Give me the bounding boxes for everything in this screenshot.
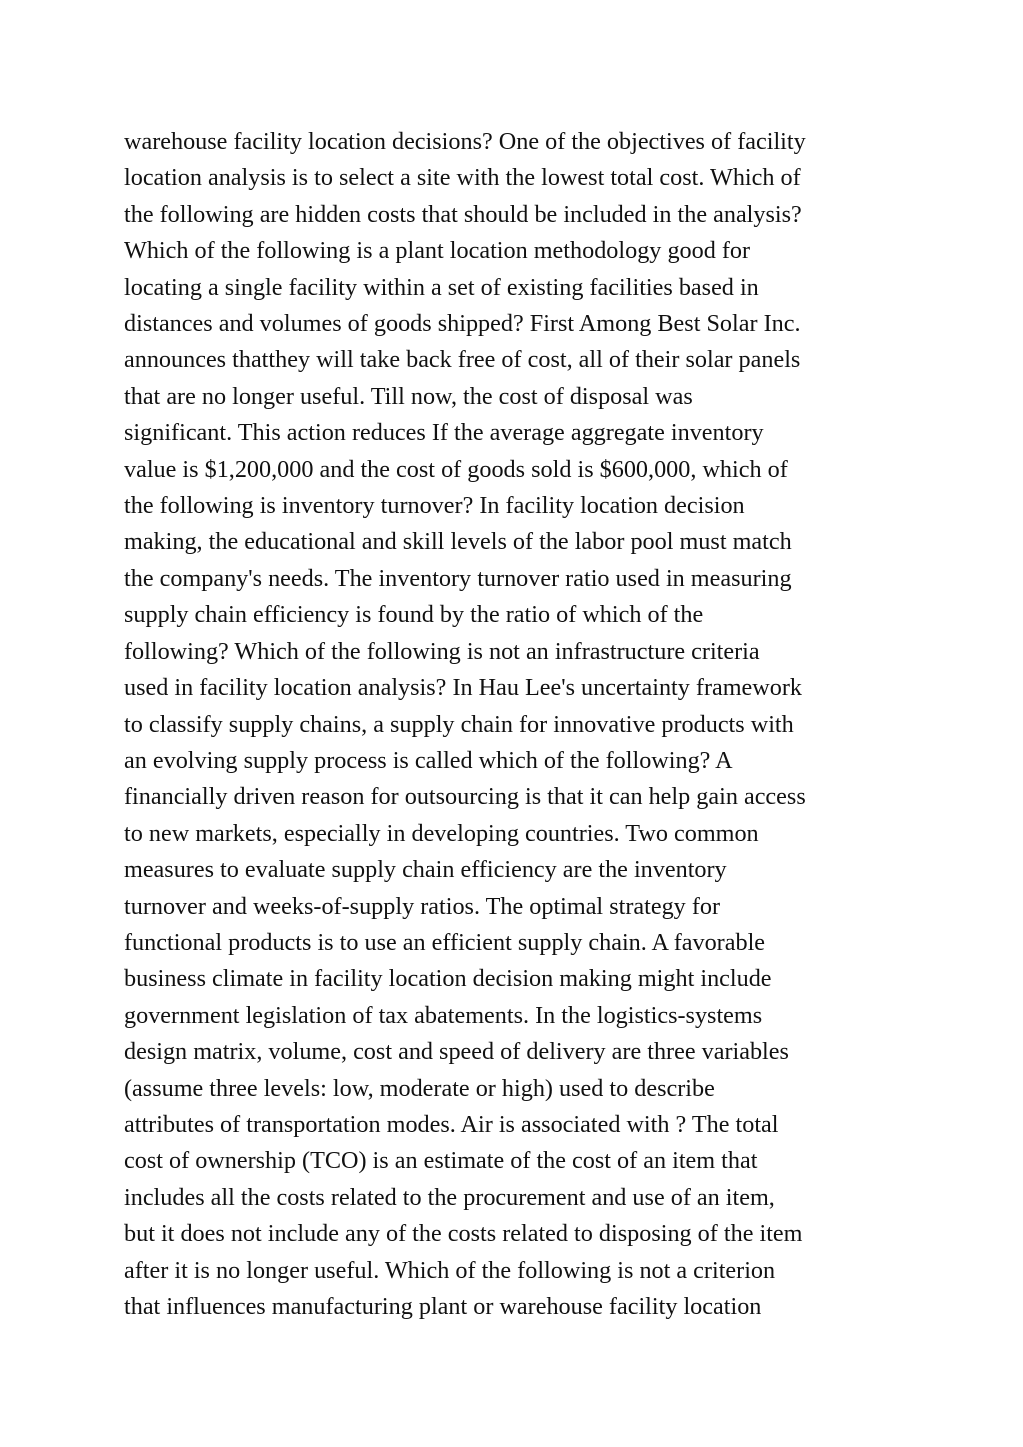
- text-line: cost of ownership (TCO) is an estimate of the cost of an item that: [124, 1147, 758, 1175]
- text-line: turnover and weeks-of-supply ratios. The optimal strategy for: [124, 892, 721, 920]
- text-line: location analysis is to select a site with the lowest total cost. Which of: [124, 164, 801, 192]
- text-line: distances and volumes of goods shipped? First Among Best Solar Inc.: [124, 310, 801, 338]
- text-line: but it does not include any of the costs related to disposing of the item: [124, 1220, 803, 1248]
- text-line: significant. This action reduces If the average aggregate inventory: [124, 419, 764, 447]
- text-line: the company's needs. The inventory turnover ratio used in measuring: [124, 564, 792, 592]
- text-line: the following is inventory turnover? In facility location decision: [124, 492, 745, 520]
- text-line: announces thatthey will take back free of cost, all of their solar panels: [124, 346, 801, 374]
- text-line: to new markets, especially in developing countries. Two common: [124, 819, 759, 847]
- text-line: includes all the costs related to the procurement and use of an item,: [124, 1183, 775, 1211]
- text-line: to classify supply chains, a supply chain for innovative products with: [124, 710, 794, 738]
- text-line: measures to evaluate supply chain efficiency are the inventory: [124, 856, 727, 884]
- text-line: (assume three levels: low, moderate or high) used to describe: [124, 1074, 715, 1102]
- text-line: supply chain efficiency is found by the ratio of which of the: [124, 601, 704, 629]
- text-line: business climate in facility location decision making might include: [124, 965, 772, 993]
- text-line: the following are hidden costs that should be included in the analysis?: [124, 200, 802, 228]
- text-line: functional products is to use an efficient supply chain. A favorable: [124, 928, 766, 956]
- text-line: after it is no longer useful. Which of the following is not a criterion: [124, 1256, 776, 1284]
- text-line: that influences manufacturing plant or warehouse facility location: [124, 1293, 762, 1320]
- text-line: government legislation of tax abatements. In the logistics-systems: [124, 1001, 763, 1029]
- text-line: an evolving supply process is called which of the following? A: [124, 746, 733, 774]
- text-line: making, the educational and skill levels of the labor pool must match: [124, 528, 792, 556]
- text-line: Which of the following is a plant location methodology good for: [124, 237, 751, 265]
- text-line: locating a single facility within a set of existing facilities based in: [124, 273, 759, 301]
- text-line: attributes of transportation modes. Air is associated with ? The total: [124, 1110, 779, 1138]
- text-line: financially driven reason for outsourcing is that it can help gain access: [124, 783, 806, 811]
- text-line: warehouse facility location decisions? One of the objectives of facility: [124, 128, 806, 155]
- text-line: following? Which of the following is not an infrastructure criteria: [124, 637, 760, 665]
- text-line: used in facility location analysis? In Hau Lee's uncertainty framework: [124, 674, 803, 702]
- text-line: that are no longer useful. Till now, the cost of disposal was: [124, 382, 693, 410]
- text-line: design matrix, volume, cost and speed of delivery are three variables: [124, 1038, 789, 1066]
- text-line: value is $1,200,000 and the cost of goods sold is $600,000, which of: [124, 455, 788, 483]
- body-text: [124, 124, 914, 1325]
